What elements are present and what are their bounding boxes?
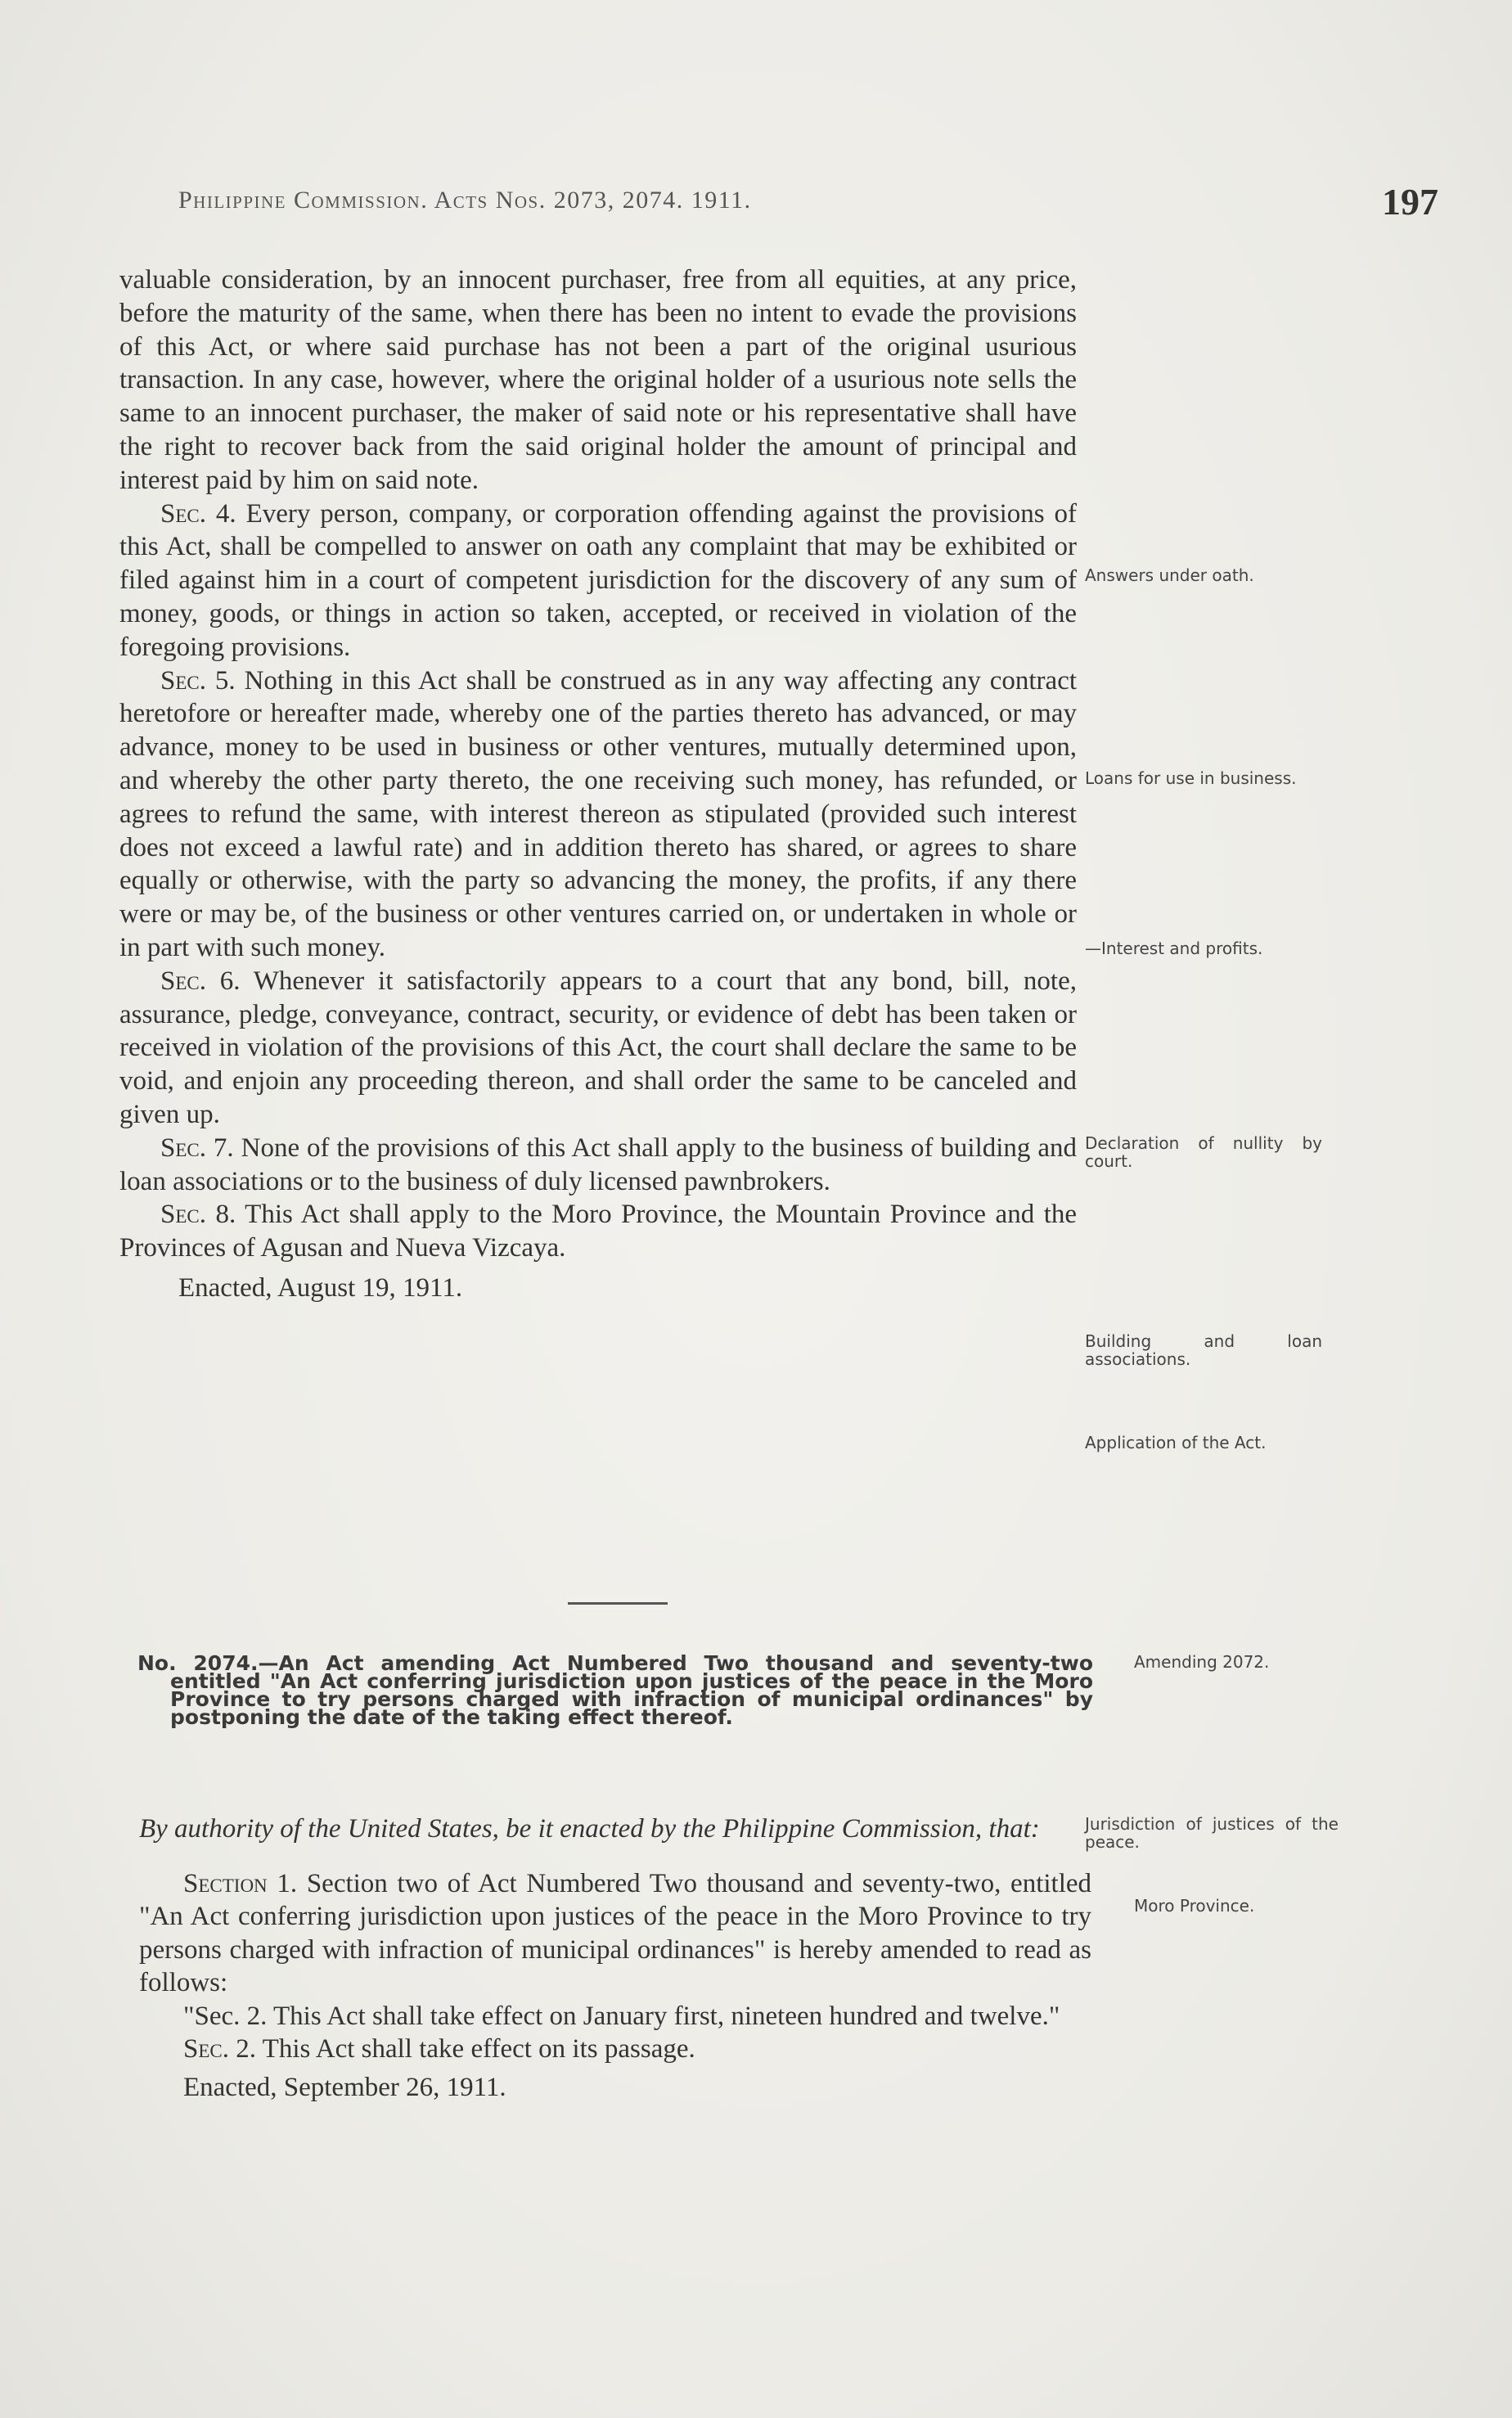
enacted-date-2074: Enacted, September 26, 1911. [183, 2072, 506, 2102]
margin-note-answers-under-oath: Answers under oath. [1085, 565, 1254, 585]
act-2073-body [119, 263, 1077, 1305]
enacted-date-2073: Enacted, August 19, 1911. [178, 1272, 463, 1303]
act-2074-body [139, 1812, 1091, 2104]
section-5-label: Sec. 5. [160, 665, 236, 696]
running-head: Philippine Commission. Acts Nos. 2073, 2074. 1911. [178, 187, 752, 214]
act-2074-section-1-text: Section two of Act Numbered Two thousand and seventy-two, entitled "An Act conferring jurisdiction upon justices of the peace in the Moro Province to try persons charged with infraction of municipal ordinances" is hereby amended to read as follows: [139, 1868, 1092, 1997]
act-2074-section-1-label: Section 1. [183, 1868, 298, 1898]
act-2074-section-2 [139, 2033, 1091, 2066]
section-6 [119, 965, 1077, 1132]
margin-note-declaration-of-nullity: Declaration of nullity by court. [1085, 1133, 1322, 1171]
page-number: 197 [1382, 181, 1438, 223]
quoted-section: "Sec. 2. This Act shall take effect on January first, nineteen hundred and twelve." [183, 2001, 1060, 2031]
section-6-label: Sec. 6. [160, 966, 241, 996]
section-divider [568, 1602, 668, 1605]
margin-note-interest-and-profits: —Interest and profits. [1085, 939, 1263, 958]
act-2074-section-2-text: This Act shall take effect on its passage. [262, 2034, 695, 2064]
act-2074-section-1 [139, 1867, 1091, 2000]
section-8-label: Sec. 8. [160, 1200, 236, 1230]
section-7-text: None of the provisions of this Act shall apply to the business of building and loan associations or to the business of duly licensed pawnbrokers. [119, 1132, 1077, 1196]
margin-note-jurisdiction-justices: Jurisdiction of justices of the peace. [1085, 1814, 1339, 1852]
section-6-text: Whenever it satisfactorily appears to a court that any bond, bill, note, assurance, pledge, conveyance, contract, security, or evidence of debt has been taken or received in violation of the provisions of this Act, the court shall declare the same to be void, and enjoin any proceeding thereon, and shall order the same to be canceled and given up. [119, 966, 1077, 1129]
margin-note-moro-province: Moro Province. [1134, 1896, 1255, 1916]
act-2074-title [137, 1651, 1093, 1729]
margin-note-application-of-act: Application of the Act. [1085, 1433, 1267, 1452]
section-5-text: Nothing in this Act shall be construed as in any way affecting any contract heretofore or hereafter made, whereby one of the parties thereto has advanced, or may advance, money to be used in business or other ventures, mutually determined upon, and whereby the other party thereto, the one receiving such money, has refunded, or agrees to refund the same, with interest thereon as stipulated (provided such interest does not exceed a lawful rate) and in addition thereto has shared, or agrees to share equally or otherwise, with the party so advancing the money, the profits, if any there were or may be, of the business or other ventures carried on, or undertaken in whole or in part with such money. [119, 665, 1078, 962]
margin-note-amending-2072: Amending 2072. [1134, 1652, 1270, 1672]
margin-note-loans-for-business: Loans for use in business. [1085, 768, 1297, 788]
section-8 [119, 1198, 1077, 1265]
continuation-paragraph: valuable consideration, by an innocent purchaser, free from all equities, at any price, before the maturity of the same, when there has been no intent to evade the provisions of this Act, or where said purchase has not been a part of the original usurious transaction. In any case, however, where the original holder of a usurious note sells the same to an innocent purchaser, the maker of said note or his representative shall have the right to recover back from the said original holder the amount of principal and interest paid by him on said note. [119, 265, 1077, 495]
section-4 [119, 498, 1077, 664]
section-4-label: Sec. 4. [160, 498, 236, 529]
page-header [178, 181, 1438, 223]
act-2074-section-2-label: Sec. 2. [183, 2034, 256, 2064]
section-8-text: This Act shall apply to the Moro Province, the Mountain Province and the Provinces of Agusan and Nueva Vizcaya. [119, 1200, 1078, 1263]
section-5 [119, 664, 1077, 965]
enacting-clause: By authority of the United States, be it enacted by the Philippine Commission, that: [139, 1814, 1040, 1844]
act-2074-title-text: No. 2074.—An Act amending Act Numbered Two thousand and seventy-two entitled "An Act conferring jurisdiction upon justices of the peace in the Moro Province to try persons charged with infraction of municipal ordinances" by postponing the date of the taking effect thereof. [137, 1651, 1093, 1729]
section-7 [119, 1132, 1077, 1199]
margin-note-building-and-loan: Building and loan associations. [1085, 1331, 1322, 1369]
section-7-label: Sec. 7. [160, 1132, 234, 1163]
section-4-text: Every person, company, or corporation offending against the provisions of this Act, shall be compelled to answer on oath any complaint that may be exhibited or filed against him in a court of competent jurisdiction for the discovery of any sum of money, goods, or things in action so taken, accepted, or received in violation of the foregoing provisions. [119, 498, 1078, 662]
